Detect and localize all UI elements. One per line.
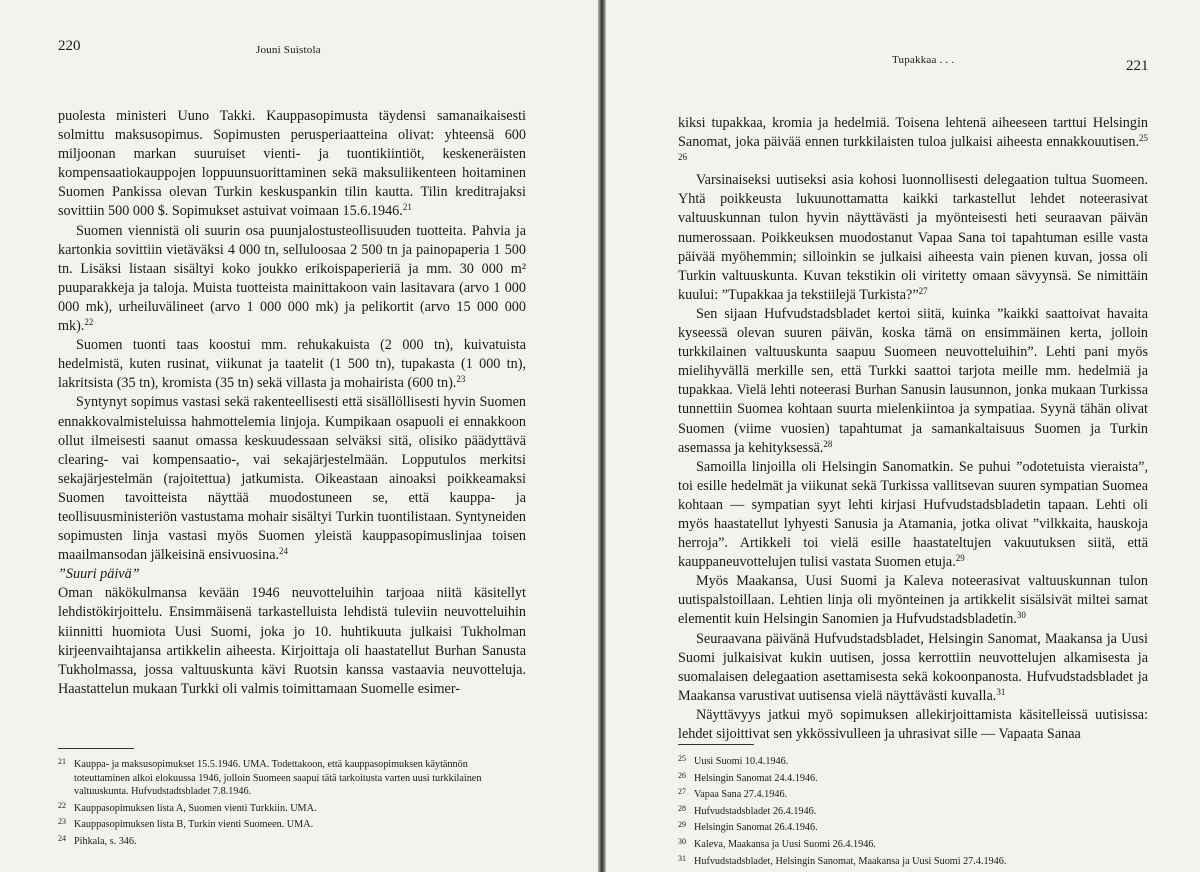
footnote: 30 Kaleva, Maakansa ja Uusi Suomi 26.4.1946. [678, 836, 876, 850]
paragraph: Syntynyt sopimus vastasi sekä rakenteellisesti että sisällöllisesti hyvin Suomen ennakkovalmisteluissa hahmottelemia linjoja. Kumpikaan osapuoli ei ennakkoon ollut ilmeisesti saanut omassa keskuudessaan selväksi sitä, olisiko päädyttävä clearing- vai kompensaatio-, vai sekajärjestelmään. Lopputulos merkitsi sekajärjestelmän (rajoitettua) jatkumista. Oikeastaan ainoaksi poikkeamaksi Suomen tavoitteista näyttää muodostuneen se, että kauppa- ja teollisuusministeriön vastustama mohair sisältyi Turkin tuontilistaan. Syntyneiden sopimusten linja vastasi myös Suomen yleistä kauppasopimuslinjaa toisen maailmansodan jälkeisinä ensivuosina.$^{24}$ [58, 394, 526, 564]
footnote: 25 Uusi Suomi 10.4.1946. [678, 754, 789, 767]
footnote-rule [678, 744, 754, 745]
right-page [606, 0, 1200, 872]
footnote: 22 Kauppasopimuksen lista A, Suomen vienti Turkkiin. UMA. [58, 800, 317, 814]
footnote: 26 Helsingin Sanomat 24.4.1946. [678, 770, 818, 784]
footnote: 24 Pihkala, s. 346. [58, 833, 137, 847]
footnote: 21 Kauppa- ja maksusopimukset 15.5.1946. UMA. Todettakoon, että kauppasopimuksen käytännön toteuttaminen alkoi elokuussa 1946, jolloin Suomeen saapui tätä tarkoitusta varten uusi turkkilainen valtuuskunta. Hufvudstadtsbladet 7.8.1946. [58, 757, 482, 798]
paragraph: Suomen viennistä oli suurin osa puunjalostusteollisuuden tuotteita. Pahvia ja kartonkia sovittiin vietäväksi 4 000 tn, selluloosaa 2 500 tn ja painopaperia 1 500 tn. Lisäksi listaan sisältyi koko joukko erikoispaperieriä ja mm. 30 000 m² puuparakkeja ja taloja. Muista tuotteista mainittakoon vain lasitavara (arvo 1 000 000 mk), urheiluvälineet (arvo 1 000 000 mk) ja pelikortit (arvo 15 000 000 mk).$^{22}$ [58, 222, 526, 335]
book-gutter [598, 0, 606, 872]
footnote: 27 Vapaa Sana 27.4.1946. [678, 787, 788, 801]
page-number-right: 221 [1126, 58, 1149, 74]
right-footnotes [678, 752, 1148, 868]
section-heading: ”Suuri päivä” [58, 566, 140, 583]
running-head-left: Jouni Suistola [256, 44, 321, 56]
paragraph: Samoilla linjoilla oli Helsingin Sanomatkin. Se puhui ”odotetuista vieraista”, toi esille hedelmät ja viikunat sekä Turkissa vallitsevan suuren sympatian Suomea kohtaan — sympatian syyt lehti kirjasi Hufvudstadsbladetin tapaan. Lehti oli myös haastatellut lyhyesti Sanusia ja Atamania, jotka olivat ”vilkkaita, hauskoja herroja”. Artikkeli toi vielä esille haastateltujen vakuutuksen siitä, että kauppaneuvottelujen tulisi vastata Suomen etuja.$^{29}$ [678, 458, 1148, 571]
paragraph: Varsinaiseksi uutiseksi asia kohosi luonnollisesti delegaation tultua Suomeen. Yhtä poikkeusta lukuunottamatta kaikki tarkastellut lehdet noteerasivat valtuuskunnan tulon hyvin näyttävästi ja myönteisesti heti seuraavan päivän numerossaan. Poikkeuksen muodostanut Vapaa Sana toi tapahtuman esille vasta päivää myöhemmin; silloinkin se julkaisi aiheesta vain pienen kuvan, jossa oli Turkin valtuuskunta. Kuvan tekstikin oli viritetty omaan sävyynsä. Se nimittäin kuului: ”Tupakkaa ja tekstiilejä Turkista?”$^{27}$ [678, 172, 1148, 303]
paragraph: Oman näkökulmansa kevään 1946 neuvotteluihin tarjoaa niitä käsitellyt lehdistökirjoittelu. Ensimmäisenä tarkastelluista lehdistä tuleviin neuvotteluihin kiinnitti huomiota Uusi Suomi, joka jo 10. huhtikuuta julkaisi Tukholman kirjeenvaihtajansa artikkelin aiheesta. Kirjoittaja oli haastatellut Burhan Sanusta Tukholmassa, jossa valtuuskunta kävi Ruotsin kanssa vastaavia neuvotteluja. Haastattelun mukaan Turkki oli valmis toimittamaan Suomelle esimer- [58, 585, 526, 697]
paragraph: Sen sijaan Hufvudstadsbladet kertoi siitä, kuinka ”kaikki saattoivat havaita kyseessä olevan suuren päivän, koska tämä on ensimmäinen kerta, jolloin turkkilainen valtuuskunta saapuu Suomeen neuvotteluihin”. Lehti pani myös mielihyvällä merkille sen, että Turkki saattoi tarjota meille mm. hedelmiä ja tupakkaa. Vielä lehti noteerasi Burhan Sanusin lausunnon, jonka mukaan Turkissa tunnettiin Suomea kohtaan suurta mielenkiintoa ja sympatiaa. Syynä tähän olivat Suomen (viime vuosien) tapahtumat ja samankaltaisuus Suomen ja Turkin asemassa ja kehityksessä.$^{28}$ [678, 305, 1148, 456]
footnote: 23 Kauppasopimuksen lista B, Turkin vienti Suomeen. UMA. [58, 817, 314, 831]
left-page [0, 0, 598, 872]
footnote: 28 Hufvudstadsbladet 26.4.1946. [678, 803, 817, 817]
paragraph: kiksi tupakkaa, kromia ja hedelmiä. Toisena lehtenä aiheeseen tarttui Helsingin Sanomat, joka päivää ennen turkkilaisten tuloa julkaisi aiheesta ennakkouutisen.$^{25 26}$ [678, 115, 1148, 163]
footnote: 31 Hufvudstadsbladet, Helsingin Sanomat, Maakansa ja Uusi Suomi 27.4.1946. [678, 853, 1007, 867]
left-body-text [58, 107, 526, 699]
left-footnotes [58, 755, 526, 849]
running-head-right: Tupakkaa . . . [892, 54, 955, 66]
paragraph: Näyttävyys jatkui myö sopimuksen allekirjoittamista käsitelleissä uutisissa: lehdet sijoittivat sen ykkössivulleen ja uhrasivat sille — Vapaata Sanaa [678, 706, 1148, 742]
paragraph: Myös Maakansa, Uusi Suomi ja Kaleva noteerasivat valtuuskunnan tulon uutispalstoillaan. Lehtien linja oli myönteinen ja artikkelit sisälsivät miltei samat elementit kuin Helsingin Sanomien ja Hufvudstadsbladetin.$^{30}$ [678, 573, 1148, 628]
page-number-left: 220 [58, 38, 81, 54]
right-body-text [678, 114, 1148, 744]
footnote-rule [58, 748, 134, 749]
paragraph: Seuraavana päivänä Hufvudstadsbladet, Helsingin Sanomat, Maakansa ja Uusi Suomi julkaisivat kukin uutisen, jossa kerrottiin neuvottelujen alkamisesta ja suomalaisen delegaation asettamisesta sekä kokoonpanosta. Hufvudstadsbladet ja Maakansa varustivat uutisensa vielä näyttävästi kuvalla.$^{31}$ [678, 630, 1148, 704]
paragraph: Suomen tuonti taas koostui mm. rehukakuista (2 000 tn), kuivatuista hedelmistä, kuten rusinat, viikunat ja taatelit (1 500 tn), tupakasta (1 000 tn), lakritsista (35 tn), kromista (35 tn) sekä villasta ja mohairista (600 tn).$^{23}$ [58, 337, 526, 392]
footnote: 29 Helsingin Sanomat 26.4.1946. [678, 820, 818, 834]
paragraph: puolesta ministeri Uuno Takki. Kauppasopimusta täydensi samanaikaisesti solmittu maksusopimus. Sopimusten perusperiaatteina olivat: yhteensä 600 miljoonan markan suuruiset vienti- ja tuontikiintiöt, keskeneräisten kompensaatiokauppojen loppuunsuorittaminen sekä maksuliikenteen hoitaminen Suomen Pankissa olevan Turkin keskuspankin tilin kautta. Tilin kreditrajaksi sovittiin 500 000 $. Sopimukset astuivat voimaan 15.6.1946.21 [58, 108, 526, 220]
